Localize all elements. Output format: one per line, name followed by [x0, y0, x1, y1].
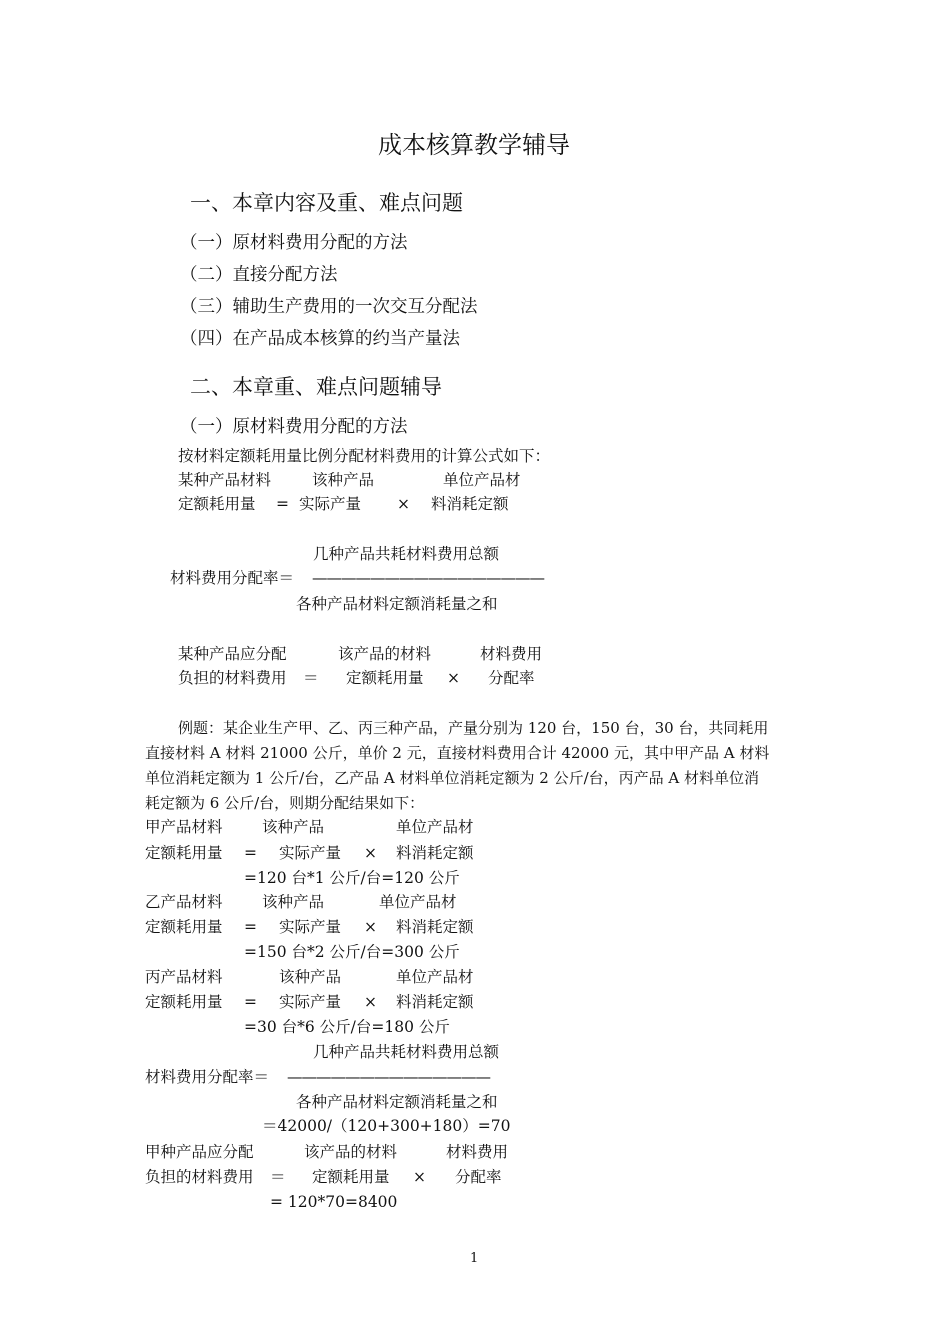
calc-yi-times: ×	[364, 918, 377, 936]
section-heading-1: 一、本章内容及重、难点问题	[190, 191, 463, 215]
rate-numerator: 几种产品共耗材料费用总额	[313, 1043, 500, 1061]
calc-yi-line2-c: 料消耗定额	[396, 918, 474, 936]
formula1-line1-c: 单位产品材	[443, 471, 521, 489]
jia-alloc-times: ×	[413, 1168, 426, 1186]
calc-jia-times: ×	[364, 844, 377, 862]
calc-bing-line1-b: 该种产品	[279, 968, 342, 986]
formula3-line2-b: 定额耗用量	[346, 669, 424, 687]
calc-jia-result: =120 台*1 公斤/台=120 公斤	[244, 869, 460, 887]
calc-jia-equals: =	[244, 844, 257, 862]
page-title: 成本核算教学辅导	[378, 131, 570, 159]
jia-alloc-line2-a: 负担的材料费用	[145, 1168, 254, 1186]
rate-label: 材料费用分配率＝	[145, 1068, 270, 1086]
intro-text: 按材料定额耗用量比例分配材料费用的计算公式如下：	[178, 447, 551, 465]
formula3-line1-a: 某种产品应分配	[178, 645, 287, 663]
formula3-line1-b: 该产品的材料	[338, 645, 432, 663]
formula2-fraction-line: ————————————————	[312, 569, 544, 587]
calc-bing-line1-c: 单位产品材	[396, 968, 474, 986]
rate-denominator: 各种产品材料定额消耗量之和	[296, 1093, 498, 1111]
jia-alloc-equals: ＝	[270, 1168, 286, 1186]
formula1-equals: =	[276, 495, 289, 513]
formula3-times: ×	[447, 669, 460, 687]
calc-yi-line1-c: 单位产品材	[379, 893, 457, 911]
section-heading-2: 二、本章重、难点问题辅导	[190, 375, 442, 399]
list-item: （四）在产品成本核算的约当产量法	[180, 329, 460, 349]
example-text-line: 单位消耗定额为 1 公斤/台，乙产品 A 材料单位消耗定额为 2 公斤/台，丙产品 A 材料单位消	[145, 769, 760, 787]
calc-jia-line2-c: 料消耗定额	[396, 844, 474, 862]
formula2-numerator: 几种产品共耗材料费用总额	[313, 545, 500, 563]
formula3-line2-c: 分配率	[488, 669, 535, 687]
list-item: （一）原材料费用分配的方法	[180, 233, 408, 253]
calc-yi-result: =150 台*2 公斤/台=300 公斤	[244, 943, 460, 961]
calc-yi-line1-b: 该种产品	[262, 893, 325, 911]
formula2-label: 材料费用分配率＝	[170, 569, 295, 587]
formula3-equals: ＝	[303, 669, 319, 687]
calc-bing-result: =30 台*6 公斤/台=180 公斤	[244, 1018, 450, 1036]
calc-yi-line2-a: 定额耗用量	[145, 918, 223, 936]
calc-bing-line2-c: 料消耗定额	[396, 993, 474, 1011]
subsection-heading: （一）原材料费用分配的方法	[180, 417, 408, 437]
jia-alloc-line2-b: 定额耗用量	[312, 1168, 390, 1186]
calc-bing-line1-a: 丙产品材料	[145, 968, 223, 986]
formula1-times: ×	[397, 495, 410, 513]
example-text-line: 耗定额为 6 公斤/台，则期分配结果如下：	[145, 794, 425, 812]
calc-bing-times: ×	[364, 993, 377, 1011]
calc-bing-equals: =	[244, 993, 257, 1011]
calc-yi-equals: =	[244, 918, 257, 936]
formula3-line1-c: 材料费用	[480, 645, 543, 663]
jia-alloc-line1-b: 该产品的材料	[304, 1143, 398, 1161]
formula3-line2-a: 负担的材料费用	[178, 669, 287, 687]
formula1-line1-b: 该种产品	[312, 471, 375, 489]
calc-jia-line1-c: 单位产品材	[396, 818, 474, 836]
rate-result: ＝42000/（120+300+180）=70	[262, 1117, 511, 1135]
jia-alloc-result: = 120*70=8400	[270, 1193, 398, 1211]
list-item: （二）直接分配方法	[180, 265, 338, 285]
page-number: 1	[470, 1251, 479, 1266]
example-text-line: 直接材料 A 材料 21000 公斤，单价 2 元，直接材料费用合计 42000 元，其中甲产品 A 材料	[145, 744, 770, 762]
calc-jia-line1-b: 该种产品	[262, 818, 325, 836]
jia-alloc-line1-a: 甲种产品应分配	[145, 1143, 254, 1161]
calc-jia-line2-a: 定额耗用量	[145, 844, 223, 862]
list-item: （三）辅助生产费用的一次交互分配法	[180, 297, 478, 317]
example-text-line: 例题：某企业生产甲、乙、丙三种产品，产量分别为 120 台，150 台，30 台，共同耗用	[178, 719, 769, 737]
jia-alloc-line1-c: 材料费用	[446, 1143, 509, 1161]
formula1-line2-c: 料消耗定额	[431, 495, 509, 513]
calc-bing-line2-b: 实际产量	[279, 993, 342, 1011]
jia-alloc-line2-c: 分配率	[455, 1168, 502, 1186]
formula2-denominator: 各种产品材料定额消耗量之和	[296, 595, 498, 613]
calc-yi-line2-b: 实际产量	[279, 918, 342, 936]
rate-fraction-line: ——————————————	[287, 1068, 490, 1086]
formula1-line1-a: 某种产品材料	[178, 471, 272, 489]
calc-yi-line1-a: 乙产品材料	[145, 893, 223, 911]
formula1-line2-b: 实际产量	[299, 495, 362, 513]
formula1-line2-a: 定额耗用量	[178, 495, 256, 513]
calc-jia-line1-a: 甲产品材料	[145, 818, 223, 836]
calc-bing-line2-a: 定额耗用量	[145, 993, 223, 1011]
calc-jia-line2-b: 实际产量	[279, 844, 342, 862]
